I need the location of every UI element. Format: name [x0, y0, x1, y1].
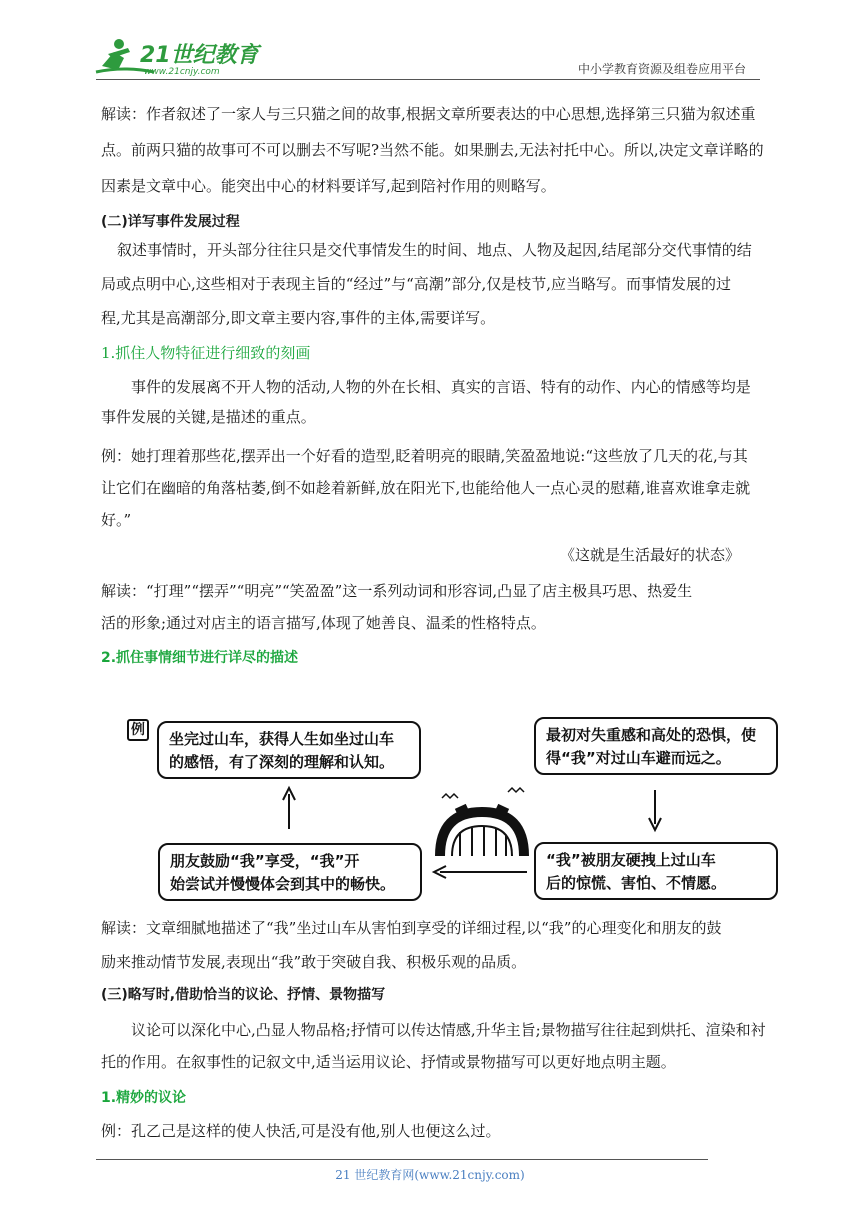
box-text: 得“我”对过山车避而远之。: [546, 749, 731, 767]
subheading: 1.抓住人物特征进行细致的刻画: [101, 344, 311, 362]
box-text: 坐完过山车，获得人生如坐过山车: [169, 730, 395, 748]
section-heading: (三)略写时,借助恰当的议论、抒情、景物描写: [101, 987, 386, 1003]
paragraph-line: 局或点明中心,这些相对于表现主旨的“经过”与“高潮”部分,仅是枝节,应当略写。而事情发展的过: [101, 275, 731, 293]
footer-text: 21 世纪教育网(www.21cnjy.com): [335, 1168, 525, 1182]
example-line: 让它们在幽暗的角落枯萎,倒不如趁着新鲜,放在阳光下,也能给他人一点心灵的慰藉,谁喜欢谁拿走就: [101, 479, 751, 497]
subheading: 1.精妙的议论: [101, 1090, 187, 1106]
box-text: “我”被朋友硬拽上过山车: [546, 851, 716, 869]
paragraph-line: 解读：作者叙述了一家人与三只猫之间的故事,根据文章所要表达的中心思想,选择第三只猫为叙述重: [101, 105, 756, 123]
box-text: 朋友鼓励“我”享受，“我”开: [170, 852, 360, 870]
example-badge: 例: [127, 719, 149, 741]
box-text: 始尝试并慢慢体会到其中的畅快。: [170, 875, 396, 893]
header-platform-text: 中小学教育资源及组卷应用平台: [578, 62, 747, 76]
box-text: 后的惊慌、害怕、不情愿。: [546, 874, 727, 892]
paragraph-line: 活的形象;通过对店主的语言描写,体现了她善良、温柔的性格特点。: [101, 614, 546, 632]
paragraph-line: 托的作用。在叙事性的记叙文中,适当运用议论、抒情或景物描写可以更好地点明主题。: [101, 1053, 676, 1071]
example-line: 好。”: [101, 511, 132, 529]
logo-url: www.21cnjy.com: [144, 67, 220, 77]
subheading: 2.抓住事情细节进行详尽的描述: [101, 650, 299, 666]
section-heading: (二)详写事件发展过程: [101, 214, 240, 230]
paragraph-line: 点。前两只猫的故事可不可以删去不写呢?当然不能。如果删去,无法衬托中心。所以,决定文章详略的: [101, 141, 764, 159]
example-line: 例：她打理着那些花,摆弄出一个好看的造型,眨着明亮的眼睛,笑盈盈地说:“这些放了几天的花,与其: [101, 447, 748, 465]
logo-text: 21世纪教育: [140, 43, 259, 68]
source-title: 《这就是生活最好的状态》: [560, 546, 741, 564]
footer-divider: [96, 1159, 708, 1160]
paragraph-line: 解读：文章细腻地描述了“我”坐过山车从害怕到享受的详细过程,以“我”的心理变化和朋友的鼓: [101, 919, 722, 937]
roller-coaster-icon: [440, 788, 524, 856]
paragraph-line: 因素是文章中心。能突出中心的材料要详写,起到陪衬作用的则略写。: [101, 177, 556, 195]
paragraph-line: 事件发展的关键,是描述的重点。: [101, 408, 316, 426]
paragraph-line: 解读：“打理”“摆弄”“明亮”“笑盈盈”这一系列动词和形容词,凸显了店主极具巧思、热爱生: [101, 582, 693, 600]
box-text: 的感悟，有了深刻的理解和认知。: [169, 753, 395, 771]
paragraph-line: 励来推动情节发展,表现出“我”敢于突破自我、积极乐观的品质。: [101, 953, 527, 971]
paragraph-line: 程,尤其是高潮部分,即文章主要内容,事件的主体,需要详写。: [101, 309, 496, 327]
paragraph-line: 事件的发展离不开人物的活动,人物的外在长相、真实的言语、特有的动作、内心的情感等均是: [131, 378, 751, 396]
paragraph-line: 议论可以深化中心,凸显人物品格;抒情可以传达情感,升华主旨;景物描写往往起到烘托、渲染和衬: [131, 1021, 766, 1039]
box-text: 最初对失重感和高处的恐惧，使: [546, 726, 757, 744]
paragraph-line: 叙述事情时，开头部分往往只是交代事情发生的时间、地点、人物及起因,结尾部分交代事情的结: [117, 241, 752, 259]
example-line: 例：孔乙己是这样的使人快活,可是没有他,别人也便这么过。: [101, 1122, 501, 1140]
